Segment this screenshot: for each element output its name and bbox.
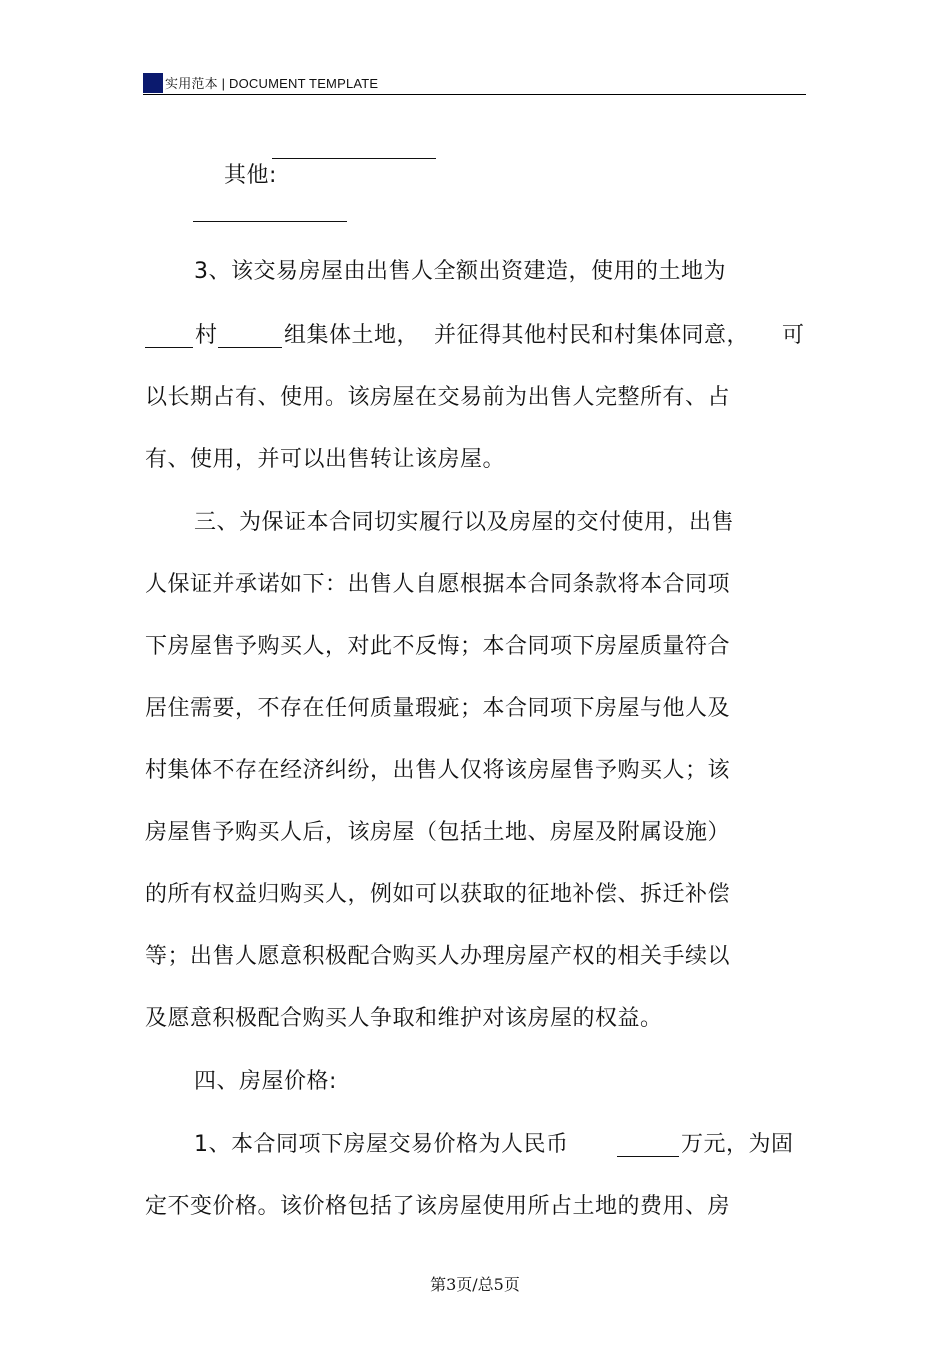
section-3-line-5: 村集体不存在经济纠纷，出售人仅将该房屋售予购买人；该: [145, 758, 731, 783]
line-other: [194, 134, 277, 218]
clause-3-line-2: 组集体土地， 并征得其他村民和村集体同意，: [284, 323, 749, 348]
clause-3-line-1: 3、该交易房屋由出售人全额出资建造，使用的土地为: [194, 259, 726, 284]
section-4-heading: 四、房屋价格:: [194, 1069, 337, 1094]
section-3-line-1: 三、为保证本合同切实履行以及房屋的交付使用，出售: [194, 510, 735, 535]
other-blank-line: [272, 157, 436, 159]
village-label: 村: [195, 323, 218, 348]
price-clause-line-1-end: 万元，为固: [681, 1132, 794, 1157]
section-3-line-9: 及愿意积极配合购买人争取和维护对该房屋的权益。: [145, 1006, 663, 1031]
village-blank: [145, 346, 193, 348]
section-3-line-2: 人保证并承诺如下：出售人自愿根据本合同条款将本合同项: [145, 572, 731, 597]
page-number: 第3页/总5页: [430, 1275, 520, 1294]
section-3-line-4: 居住需要，不存在任何质量瑕疵；本合同项下房屋与他人及: [145, 696, 731, 721]
price-blank: [617, 1155, 679, 1157]
section-3-line-7: 的所有权益归购买人，例如可以获取的征地补偿、拆迁补偿: [145, 882, 731, 907]
price-clause-line-2: 定不变价格。该价格包括了该房屋使用所占土地的费用、房: [145, 1194, 731, 1219]
other-label: 其他:: [223, 163, 277, 188]
clause-3-line-3: 以长期占有、使用。该房屋在交易前为出售人完整所有、占: [145, 385, 731, 410]
page-header: [143, 70, 806, 95]
clause-3-line-4: 有、使用，并可以出售转让该房屋。: [145, 447, 506, 472]
section-3-line-6: 房屋售予购买人后，该房屋（包括土地、房屋及附属设施）: [145, 820, 731, 845]
section-3-line-3: 下房屋售予购买人，对此不反悔；本合同项下房屋质量符合: [145, 634, 731, 659]
clause-3-line-2-end: 可: [782, 323, 805, 348]
section-3-line-8: 等；出售人愿意积极配合购买人办理房屋产权的相关手续以: [145, 944, 731, 969]
header-logo-square: [143, 73, 163, 93]
header-title: 实用范本 | DOCUMENT TEMPLATE: [165, 75, 379, 91]
other-blank-line-2: [193, 220, 347, 222]
price-clause-line-1: 1、本合同项下房屋交易价格为人民币: [194, 1132, 569, 1157]
group-blank: [218, 346, 282, 348]
